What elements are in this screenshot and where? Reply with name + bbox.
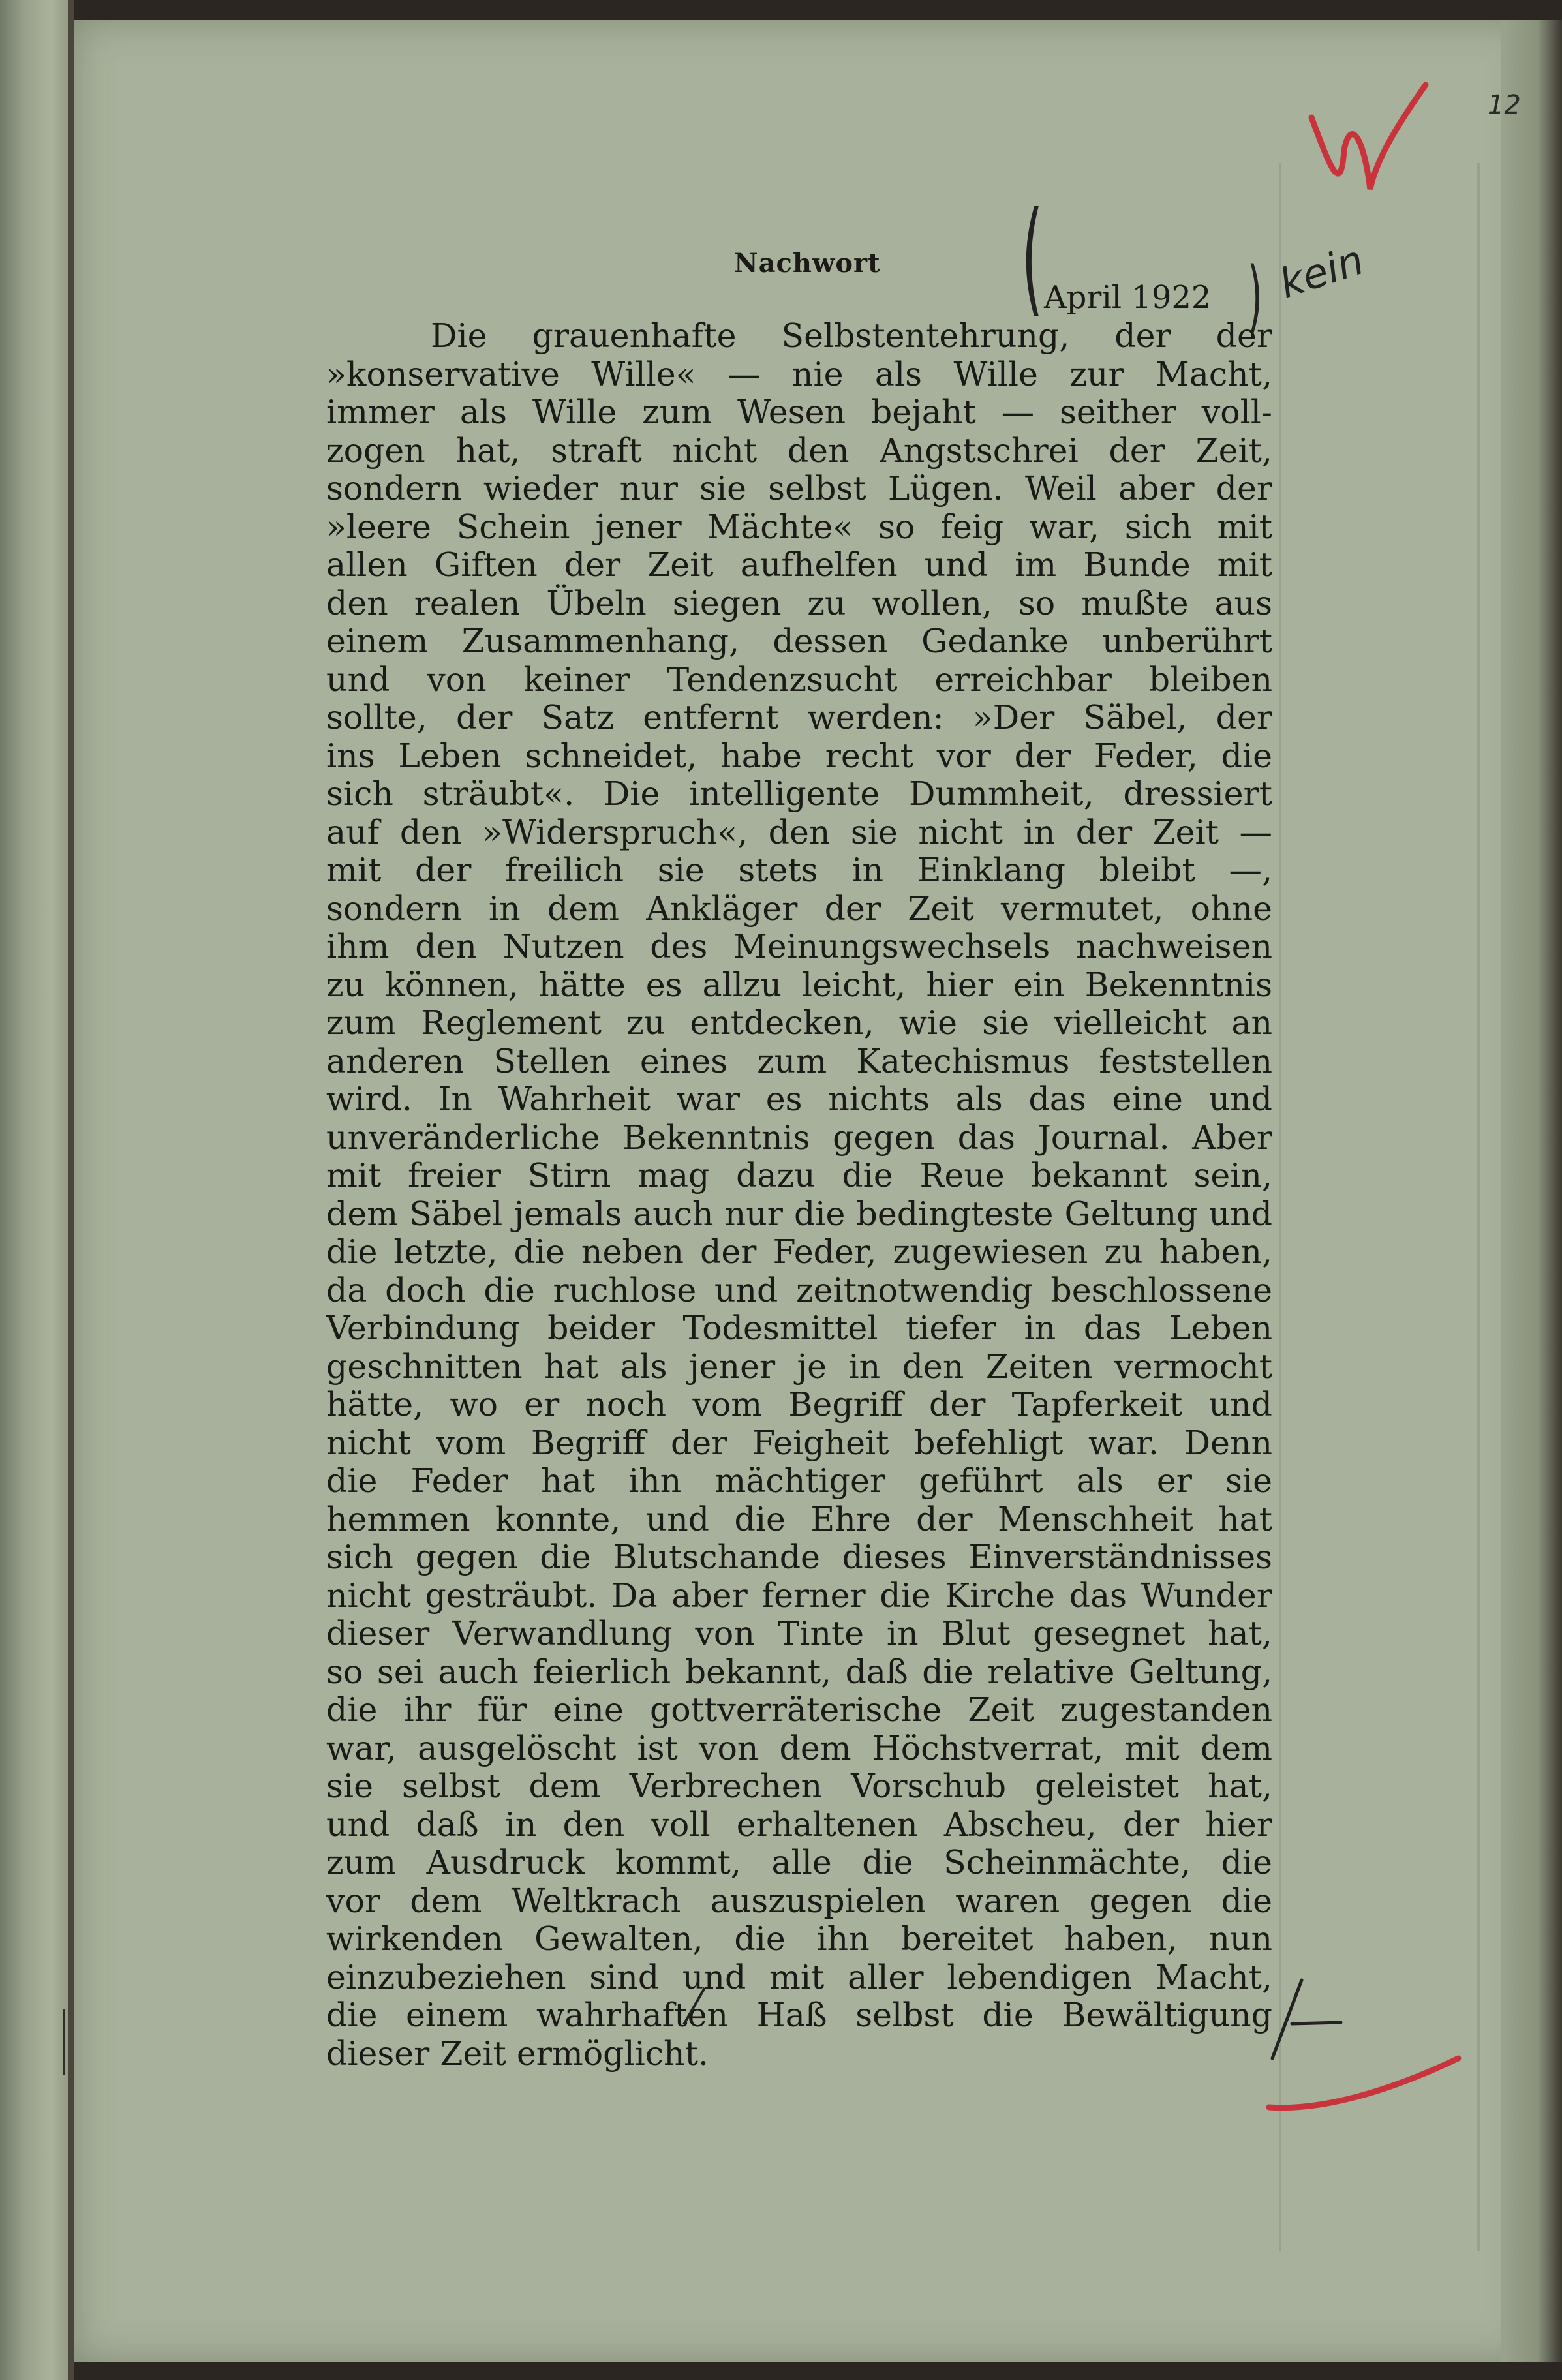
red-pencil-mark — [1305, 78, 1429, 202]
text-line: einzubeziehen sind und mit aller lebendigen Macht, — [326, 1957, 1272, 1996]
text-line: auf den »Widerspruch«, den sie nicht in der Zeit — — [326, 812, 1272, 851]
text-line: zogen hat, straft nicht den Angstschrei der Zeit, — [326, 431, 1272, 470]
text-line: hätte, wo er noch vom Begriff der Tapferkeit und — [326, 1385, 1272, 1424]
text-line: ins Leben schneidet, habe recht vor der Feder, die — [326, 736, 1272, 775]
text-line: »leere Schein jener Mächte« so feig war, sich mit — [326, 507, 1272, 546]
page-title: Nachwort — [734, 248, 881, 279]
text-line: nicht gesträubt. Da aber ferner die Kirche das Wunder — [326, 1576, 1272, 1615]
text-line: zum Reglement zu entdecken, wie sie vielleicht an — [326, 1003, 1272, 1042]
body-text — [326, 317, 1272, 2073]
text-line: den realen Übeln siegen zu wollen, so mußte aus — [326, 583, 1272, 622]
handwritten-insertion-mark — [679, 1987, 711, 2026]
text-line: da doch die ruchlose und zeitnotwendig beschlossene — [326, 1270, 1272, 1309]
text-line: einem Zusammenhang, dessen Gedanke unberührt — [326, 622, 1272, 660]
text-line: die ihr für eine gottverräterische Zeit zugestanden — [326, 1690, 1272, 1729]
text-line: sich gegen die Blutschande dieses Einverständnisses — [326, 1538, 1272, 1576]
text-line: die letzte, die neben der Feder, zugewiesen zu haben, — [326, 1232, 1272, 1271]
handwritten-bracket-right: ) — [1247, 251, 1263, 342]
text-line: immer als Wille zum Wesen bejaht — seither voll- — [326, 393, 1272, 431]
text-line: allen Giften der Zeit aufhelfen und im Bunde mit — [326, 545, 1272, 584]
text-line: und daß in den voll erhaltenen Abscheu, der hier — [326, 1805, 1272, 1844]
text-line: zu können, hätte es allzu leicht, hier ein Bekenntnis — [326, 965, 1272, 1004]
text-line: sollte, der Satz entfernt werden: »Der Säbel, der — [326, 698, 1272, 737]
text-line: ihm den Nutzen des Meinungswechsels nachweisen — [326, 927, 1272, 966]
text-line: hemmen konnte, und die Ehre der Menschheit hat — [326, 1499, 1272, 1538]
margin-tick — [63, 2009, 78, 2075]
text-line: zum Ausdruck kommt, alle die Scheinmächte, die — [326, 1843, 1272, 1882]
text-line: geschnitten hat als jener je in den Zeiten vermocht — [326, 1347, 1272, 1386]
text-line: mit freier Stirn mag dazu die Reue bekannt sein, — [326, 1156, 1272, 1195]
text-line: vor dem Weltkrach auszuspielen waren gegen die — [326, 1881, 1272, 1920]
text-line: sie selbst dem Verbrechen Vorschub geleistet hat, — [326, 1767, 1272, 1805]
text-line: wirkenden Gewalten, die ihn bereitet haben, nun — [326, 1919, 1272, 1958]
handwritten-bracket-left: ( — [1021, 185, 1043, 329]
date-line: April 1922 — [1044, 279, 1212, 316]
text-line: dem Säbel jemals auch nur die bedingteste Geltung und — [326, 1194, 1272, 1233]
text-line: und von keiner Tendenzsucht erreichbar bleiben — [326, 660, 1272, 699]
text-line: war, ausgelöscht ist von dem Höchstverrat, mit dem — [326, 1728, 1272, 1767]
red-pencil-stroke — [1311, 85, 1426, 189]
text-line: Verbindung beider Todesmittel tiefer in das Leben — [326, 1309, 1272, 1347]
text-line: anderen Stellen eines zum Katechismus feststellen — [326, 1041, 1272, 1080]
text-line: nicht vom Begriff der Feigheit befehligt war. Denn — [326, 1423, 1272, 1462]
text-line: dieser Verwandlung von Tinte in Blut gesegnet hat, — [326, 1614, 1272, 1653]
handwritten-annotation: kein — [1273, 236, 1370, 308]
text-line: dieser Zeit ermöglicht. — [326, 2034, 709, 2073]
text-line: Die grauenhafte Selbstentehrung, der der — [431, 316, 1272, 355]
page-number: 12 — [1488, 90, 1521, 120]
text-line: unveränderliche Bekenntnis gegen das Journal. Aber — [326, 1118, 1272, 1157]
page-right-edge — [1501, 20, 1562, 2362]
text-line: so sei auch feierlich bekannt, daß die relative Geltung, — [326, 1652, 1272, 1691]
red-pencil-underline — [1266, 2049, 1462, 2120]
text-line: sich sträubt«. Die intelligente Dummheit, dressiert — [326, 774, 1272, 813]
text-line: mit der freilich sie stets in Einklang bleibt —, — [326, 851, 1272, 889]
text-line: sondern wieder nur sie selbst Lügen. Weil aber der — [326, 469, 1272, 508]
text-line: die einem wahrhaften Haß selbst die Bewältigung — [326, 1996, 1272, 2034]
text-line: wird. In Wahrheit war es nichts als das eine und — [326, 1080, 1272, 1118]
text-line: »konservative Wille« — nie als Wille zur Macht, — [326, 354, 1272, 393]
text-line: die Feder hat ihn mächtiger geführt als er sie — [326, 1461, 1272, 1500]
page-frame-bleed — [1279, 163, 1480, 2251]
text-line: sondern in dem Ankläger der Zeit vermutet, ohne — [326, 889, 1272, 928]
